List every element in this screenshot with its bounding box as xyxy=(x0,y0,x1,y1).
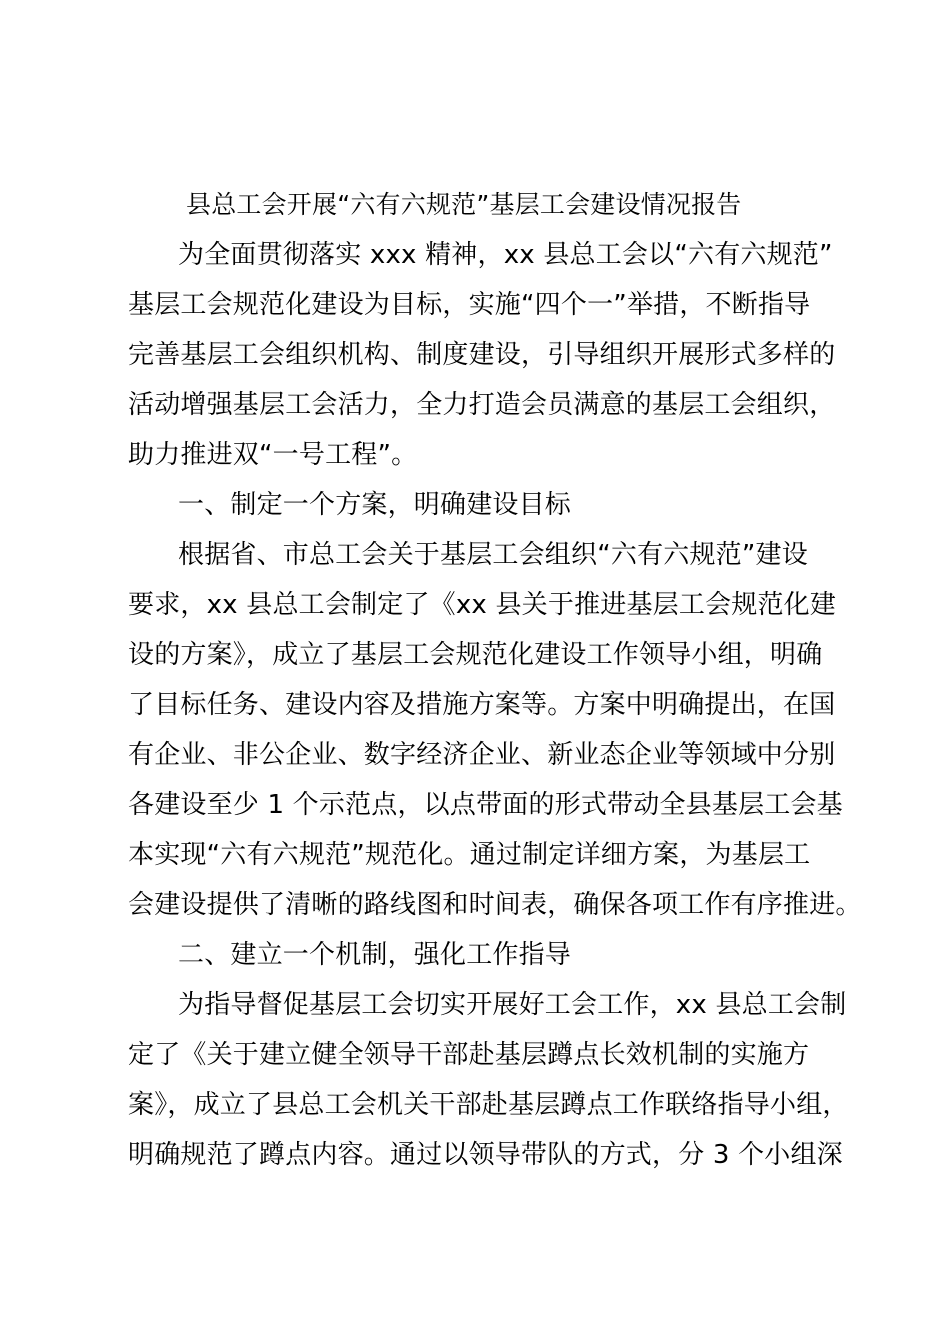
paragraph-line: 基层工会规范化建设为目标，实施“四个一”举措，不断指导 xyxy=(128,290,811,320)
paragraph-line: 要求，xx 县总工会制定了《xx 县关于推进基层工会规范化建 xyxy=(128,590,837,620)
paragraph-line: 活动增强基层工会活力，全力打造会员满意的基层工会组织， xyxy=(128,390,836,420)
paragraph-line: 助力推进双“一号工程”。 xyxy=(128,440,418,470)
paragraph-line: 了目标任务、建设内容及措施方案等。方案中明确提出，在国 xyxy=(128,690,836,720)
section-heading: 一、制定一个方案，明确建设目标 xyxy=(178,490,572,520)
paragraph-line: 为全面贯彻落实 xxx 精神，xx 县总工会以“六有六规范” xyxy=(178,240,833,270)
document-title: 县总工会开展“六有六规范”基层工会建设情况报告 xyxy=(186,190,742,219)
paragraph-line: 有企业、非公企业、数字经济企业、新业态企业等领域中分别 xyxy=(128,740,836,770)
paragraph-line: 根据省、市总工会关于基层工会组织“六有六规范”建设 xyxy=(178,540,808,570)
paragraph-line: 本实现“六有六规范”规范化。通过制定详细方案，为基层工 xyxy=(128,840,811,870)
paragraph-line: 设的方案》，成立了基层工会规范化建设工作领导小组，明确 xyxy=(128,640,823,670)
paragraph-line: 为指导督促基层工会切实开展好工会工作，xx 县总工会制 xyxy=(178,990,847,1020)
section-heading: 二、建立一个机制，强化工作指导 xyxy=(178,940,572,970)
paragraph-line: 定了《关于建立健全领导干部赴基层蹲点长效机制的实施方 xyxy=(128,1040,810,1070)
paragraph-line: 案》，成立了县总工会机关干部赴基层蹲点工作联络指导小组， xyxy=(128,1090,849,1120)
paragraph-line: 明确规范了蹲点内容。通过以领导带队的方式，分 3 个小组深 xyxy=(128,1140,843,1170)
paragraph-line: 各建设至少 1 个示范点，以点带面的形式带动全县基层工会基 xyxy=(128,790,843,820)
paragraph-line: 完善基层工会组织机构、制度建设，引导组织开展形式多样的 xyxy=(128,340,836,370)
paragraph-line: 会建设提供了清晰的路线图和时间表，确保各项工作有序推进。 xyxy=(128,890,862,920)
